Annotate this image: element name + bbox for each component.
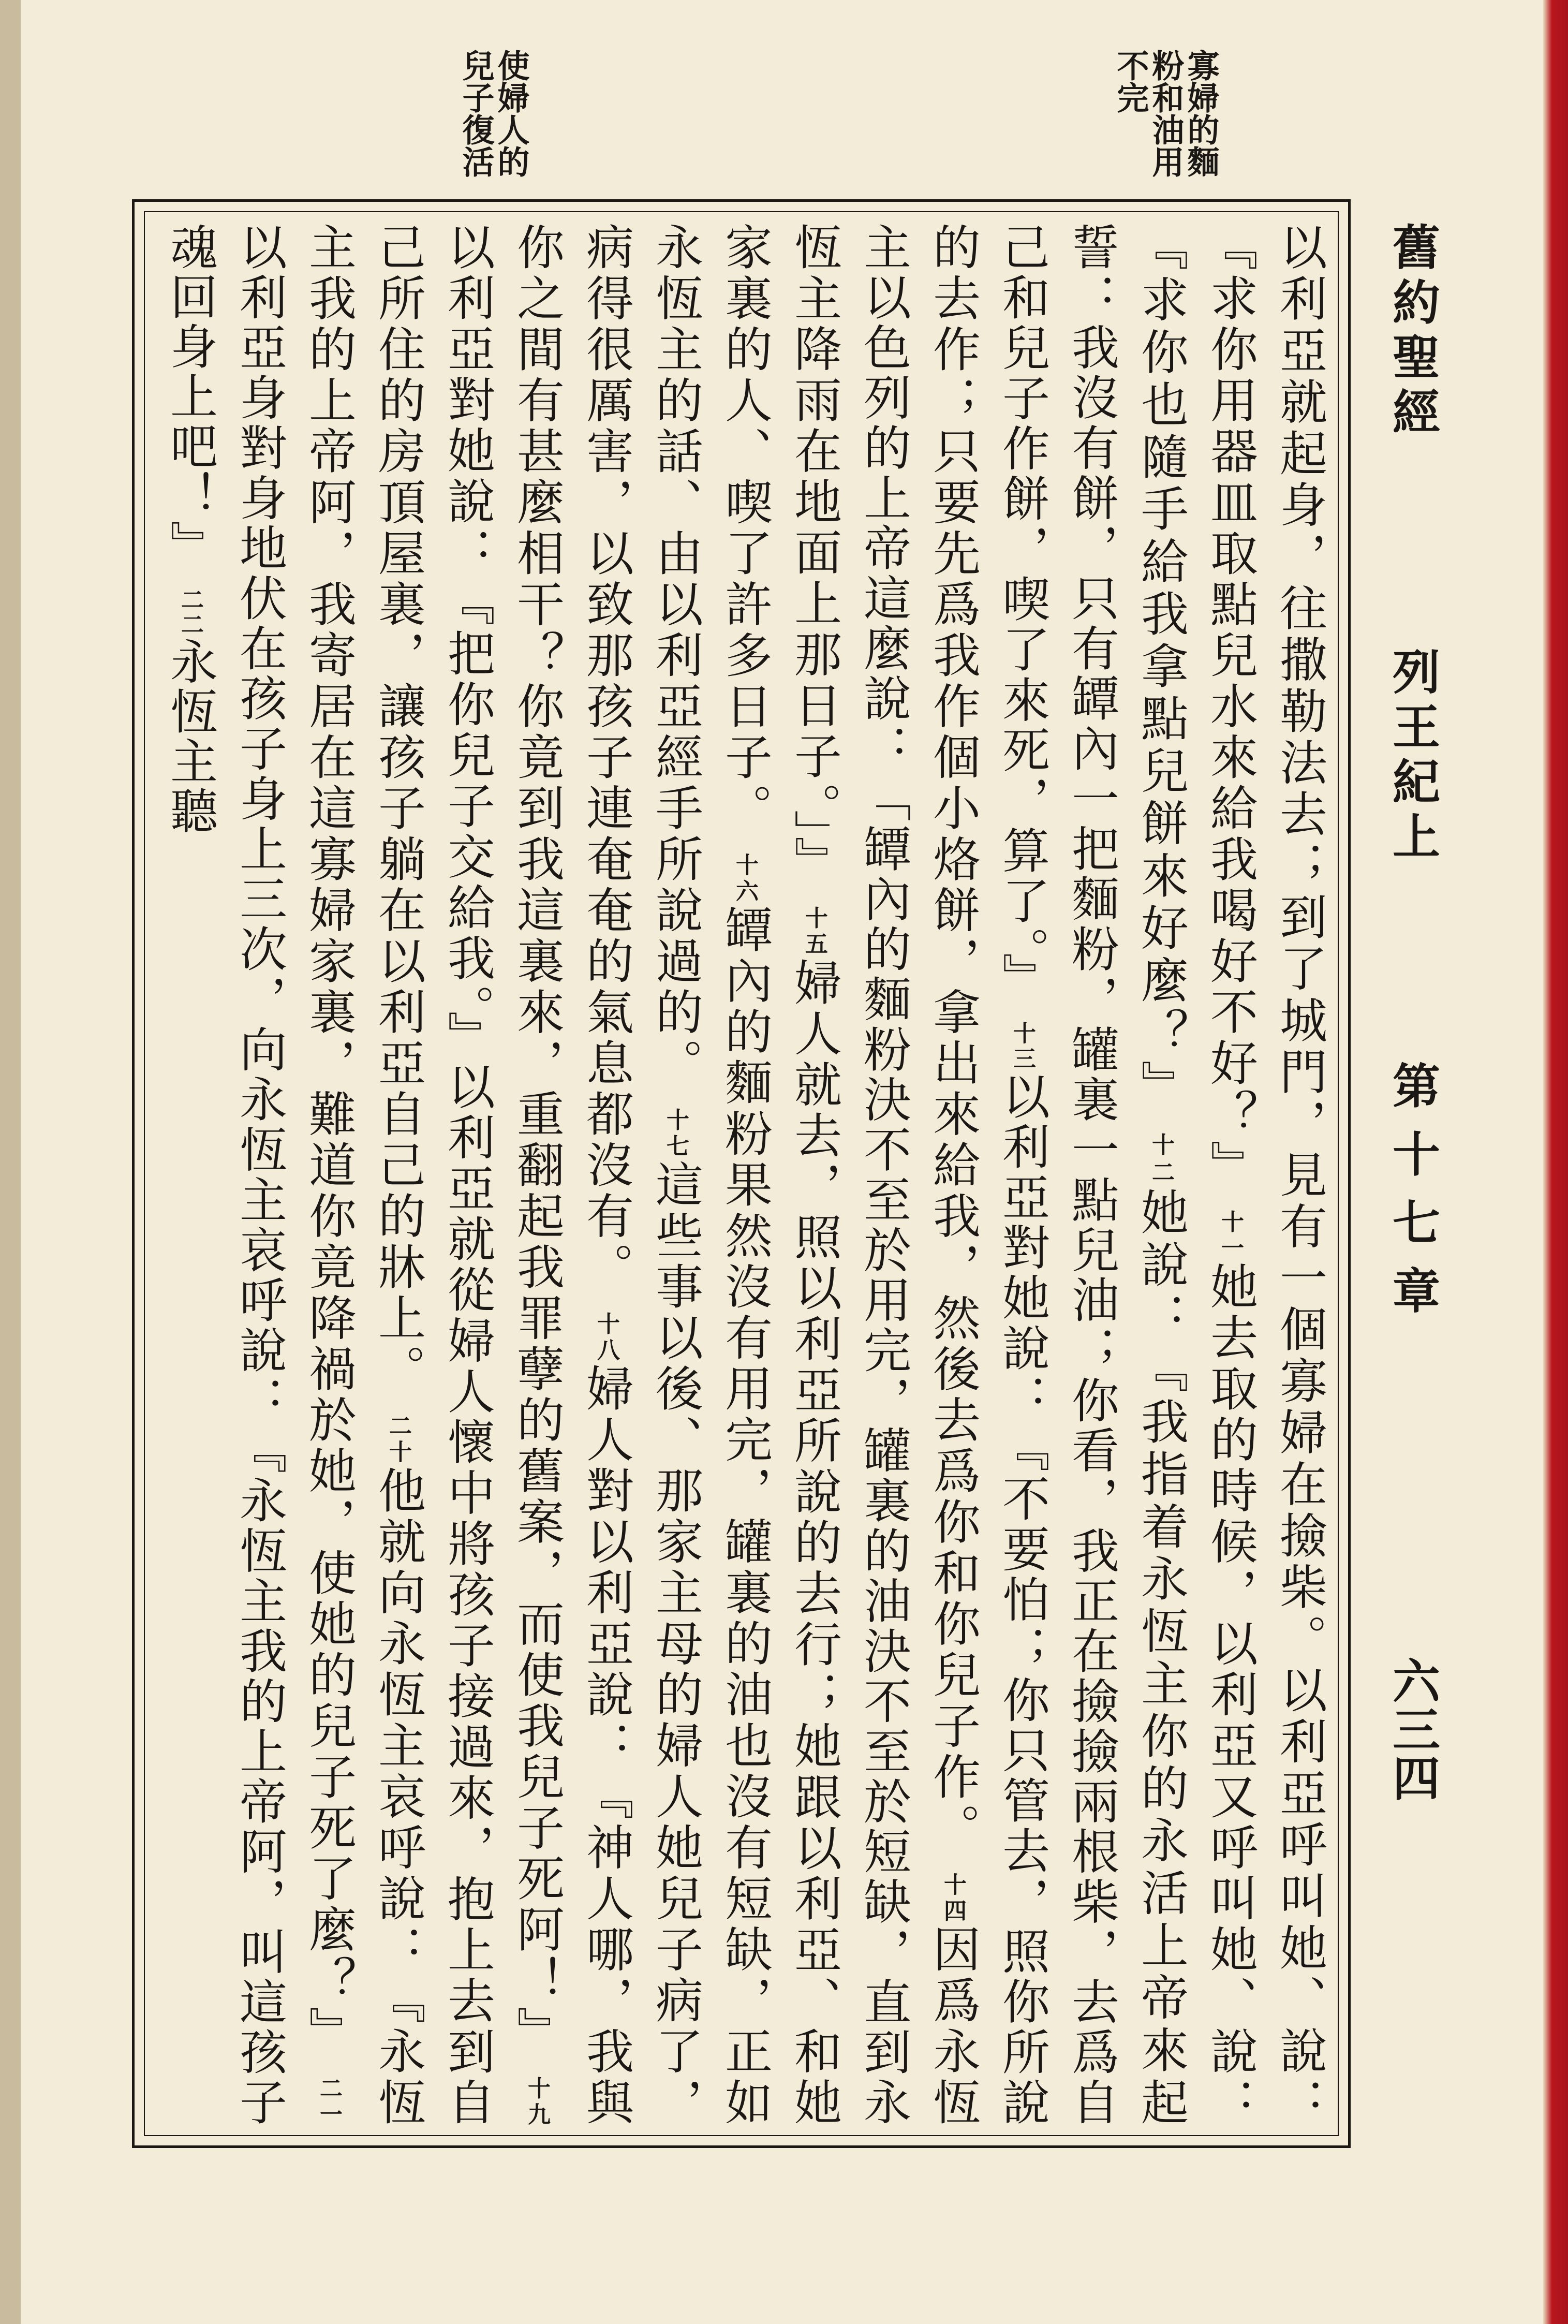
verse-number: 二二 bbox=[177, 587, 203, 638]
scripture-text bbox=[155, 223, 1330, 2127]
book-red-edge bbox=[1543, 0, 1568, 2324]
verse-number: 十九 bbox=[524, 2076, 550, 2127]
verse-text: 以利亞對她說：『不要怕；你只管去，照你所說的去作；只要先爲我作個小烙餅，拿出來給我，然後去爲你和你兒子作。 bbox=[925, 223, 1050, 2127]
section-title: 列王紀上 bbox=[1385, 647, 1441, 866]
verse-text: 婦人就去，照以利亞所說的去行；她跟以利亞、和她家裏的人、喫了許多日子。 bbox=[717, 223, 842, 2127]
verse-number: 二一 bbox=[316, 2076, 342, 2127]
verse-text: 這些事以後、那家主母的婦人她兒子病了，病得很厲害，以致那孩子連奄奄的氣息都沒有。 bbox=[579, 223, 703, 2127]
verse-number: 十二 bbox=[1148, 1132, 1174, 1188]
scripture-paragraph bbox=[155, 223, 1330, 2127]
verse-text: 她去取的時候，以利亞又呼叫她、說：『求你也隨手給我拿點兒餅來好麼？』 bbox=[1133, 223, 1258, 2127]
verse-text: 他就向永恆主哀呼說：『永恆主我的上帝阿，我寄居在這寡婦家裏，難道你竟降禍於她，使她的兒子死了麼？』 bbox=[301, 223, 426, 2127]
verse-text: 永恆主聽 bbox=[162, 637, 218, 836]
margin-note-flour-oil: 寡婦的麵粉和油用不完 bbox=[1112, 49, 1220, 178]
verse-number: 十一 bbox=[1217, 1210, 1244, 1262]
book-title: 舊約聖經 bbox=[1385, 223, 1441, 442]
verse-number: 二十 bbox=[385, 1414, 411, 1466]
margin-note-son-revived: 使婦人的兒子復活 bbox=[457, 49, 530, 178]
running-header bbox=[1377, 223, 1449, 1853]
verse-text: 以利亞就起身，往撒勒法去；到了城門，見有一個寡婦在撿柴。以利亞呼叫她、說：『求你用器皿取點兒水來給我喝好不好？』 bbox=[1203, 223, 1327, 2127]
verse-text: 罈內的麵粉果然沒有用完，罐裏的油也沒有短缺，正如永恆主的話、由以利亞經手所說過的。 bbox=[648, 223, 773, 2127]
page-left-edge bbox=[0, 0, 21, 2324]
verse-number: 十六 bbox=[732, 852, 758, 905]
verse-number: 十五 bbox=[801, 906, 827, 958]
verse-text: 因爲永恆主以色列的上帝這麼說：「罈內的麵粉決不至於用完，罐裏的油決不至於短缺，直到永恆主降雨在地面上那日子。」』 bbox=[787, 223, 981, 2127]
verse-number: 十四 bbox=[940, 1872, 966, 1925]
chapter-title: 第十七章 bbox=[1385, 1061, 1441, 1334]
verse-text: 她說：『我指着永恆主你的永活上帝來起誓：我沒有餅，只有罈內一把麵粉，罐裏一點兒油；你看，我正在撿撿兩根柴，去爲自己和兒子作餅，喫了來死，算了。』 bbox=[995, 223, 1189, 2127]
page-number: 六三四 bbox=[1385, 1656, 1441, 1802]
verse-number: 十八 bbox=[593, 1312, 619, 1364]
verse-number: 十三 bbox=[1009, 1021, 1036, 1072]
verse-number: 十七 bbox=[662, 1108, 689, 1160]
verse-text: 以利亞對她說：『把你兒子交給我。』以利亞就從婦人懷中將孩子接過來，抱上去到自己所住的房頂屋裏，讓孩子躺在以利亞自己的牀上。 bbox=[371, 223, 495, 2127]
verse-text: 婦人對以利亞說：『神人哪，我與你之間有甚麼相干？你竟到我這裏來，重翻起我罪孽的舊案，而使我兒子死阿！』 bbox=[509, 223, 634, 2127]
verse-text: 以利亞身對身地伏在孩子身上三次，向永恆主哀呼說：『永恆主我的上帝阿，叫這孩子魂回身上吧！』 bbox=[162, 223, 287, 2127]
